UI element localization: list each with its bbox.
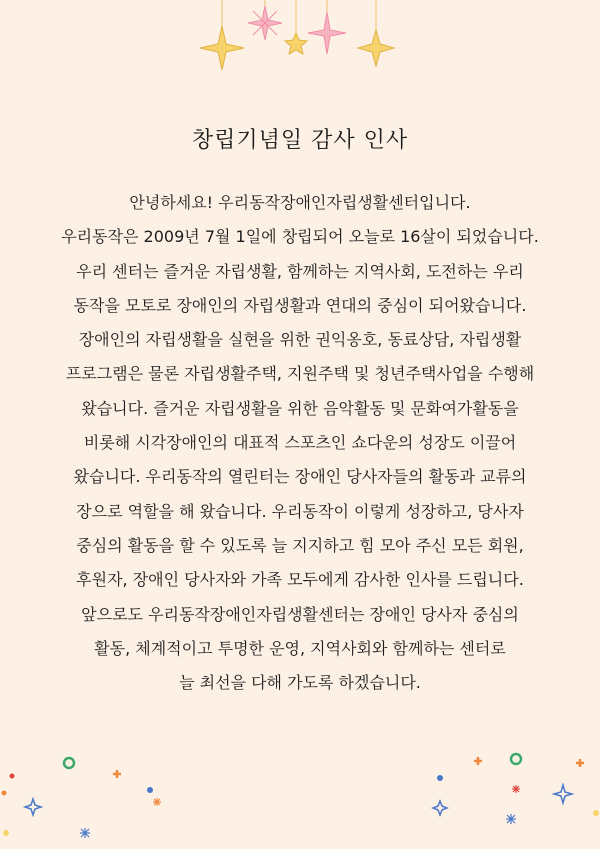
- confetti-decoration: [0, 739, 600, 849]
- body-line: 우리 센터는 즐거운 자립생활, 함께하는 지역사회, 도전하는 우리: [76, 261, 524, 281]
- body-line: 늘 최선을 다해 가도록 하겠습니다.: [179, 673, 421, 693]
- confetti-plus-icon: [576, 759, 584, 767]
- confetti-dot-icon: [2, 791, 7, 796]
- confetti-dot-icon: [10, 774, 15, 779]
- body-line: 프로그램은 물론 자립생활주택, 지원주택 및 청년주택사업을 수행해: [65, 364, 535, 384]
- confetti-dot-icon: [593, 810, 599, 816]
- confetti-dot-icon: [437, 775, 443, 781]
- body-line: 앞으로도 우리동작장애인자립생활센터는 장애인 당사자 중심의: [81, 604, 519, 624]
- body-line: 활동, 체계적이고 투명한 운영, 지역사회와 함께하는 센터로: [94, 638, 506, 658]
- body-line: 장으로 역할을 해 왔습니다. 우리동작이 이렇게 성장하고, 당사자: [76, 501, 524, 521]
- confetti-plus-icon: [113, 770, 121, 778]
- body-line: 동작을 모토로 장애인의 자립생활과 연대의 중심이 되어왔습니다.: [73, 295, 527, 315]
- body-line: 왔습니다. 즐거운 자립생활을 위한 음악활동 및 문화여가활동을: [81, 398, 519, 418]
- confetti-ring-icon: [64, 758, 74, 768]
- hanging-star-icon: [358, 30, 394, 66]
- hanging-star-icon: [285, 33, 307, 54]
- hanging-stars-decoration: [0, 0, 600, 80]
- confetti-plus-icon: [474, 757, 482, 765]
- confetti-ring-icon: [511, 754, 521, 764]
- body-line: 중심의 활동을 할 수 있도록 늘 지지하고 힘 모아 주신 모든 회원,: [76, 535, 524, 555]
- body-line: 안녕하세요! 우리동작장애인자립생활센터입니다.: [129, 193, 471, 212]
- greeting-body: [20, 186, 580, 700]
- sparkle-icon: [554, 785, 572, 803]
- body-line: 후원자, 장애인 당사자와 가족 모두에게 감사한 인사를 드립니다.: [76, 570, 524, 590]
- confetti-dot-icon: [147, 787, 153, 793]
- hanging-star-icon: [200, 26, 244, 70]
- sparkle-icon: [308, 12, 346, 54]
- body-line: 우리동작은 2009년 7월 1일에 창립되어 오늘로 16살이 되었습니다.: [61, 227, 539, 247]
- page-title: 창립기념일 감사 인사: [191, 127, 409, 153]
- body-line: 장애인의 자립생활을 실현을 위한 권익옹호, 동료상담, 자립생활: [78, 330, 522, 350]
- body-line: 왔습니다. 우리동작의 열린터는 장애인 당사자들의 활동과 교류의: [73, 467, 527, 487]
- confetti-burst-icon: [80, 828, 90, 838]
- sparkle-icon: [25, 799, 41, 815]
- body-line: 비롯해 시각장애인의 대표적 스포츠인 쇼다운의 성장도 이끌어: [83, 433, 517, 453]
- confetti-burst-icon: [153, 798, 161, 806]
- confetti-dot-icon: [3, 830, 9, 836]
- confetti-burst-icon: [512, 785, 520, 793]
- confetti-burst-icon: [506, 814, 516, 824]
- sparkle-icon: [433, 801, 447, 815]
- sparkle-icon: [248, 6, 282, 40]
